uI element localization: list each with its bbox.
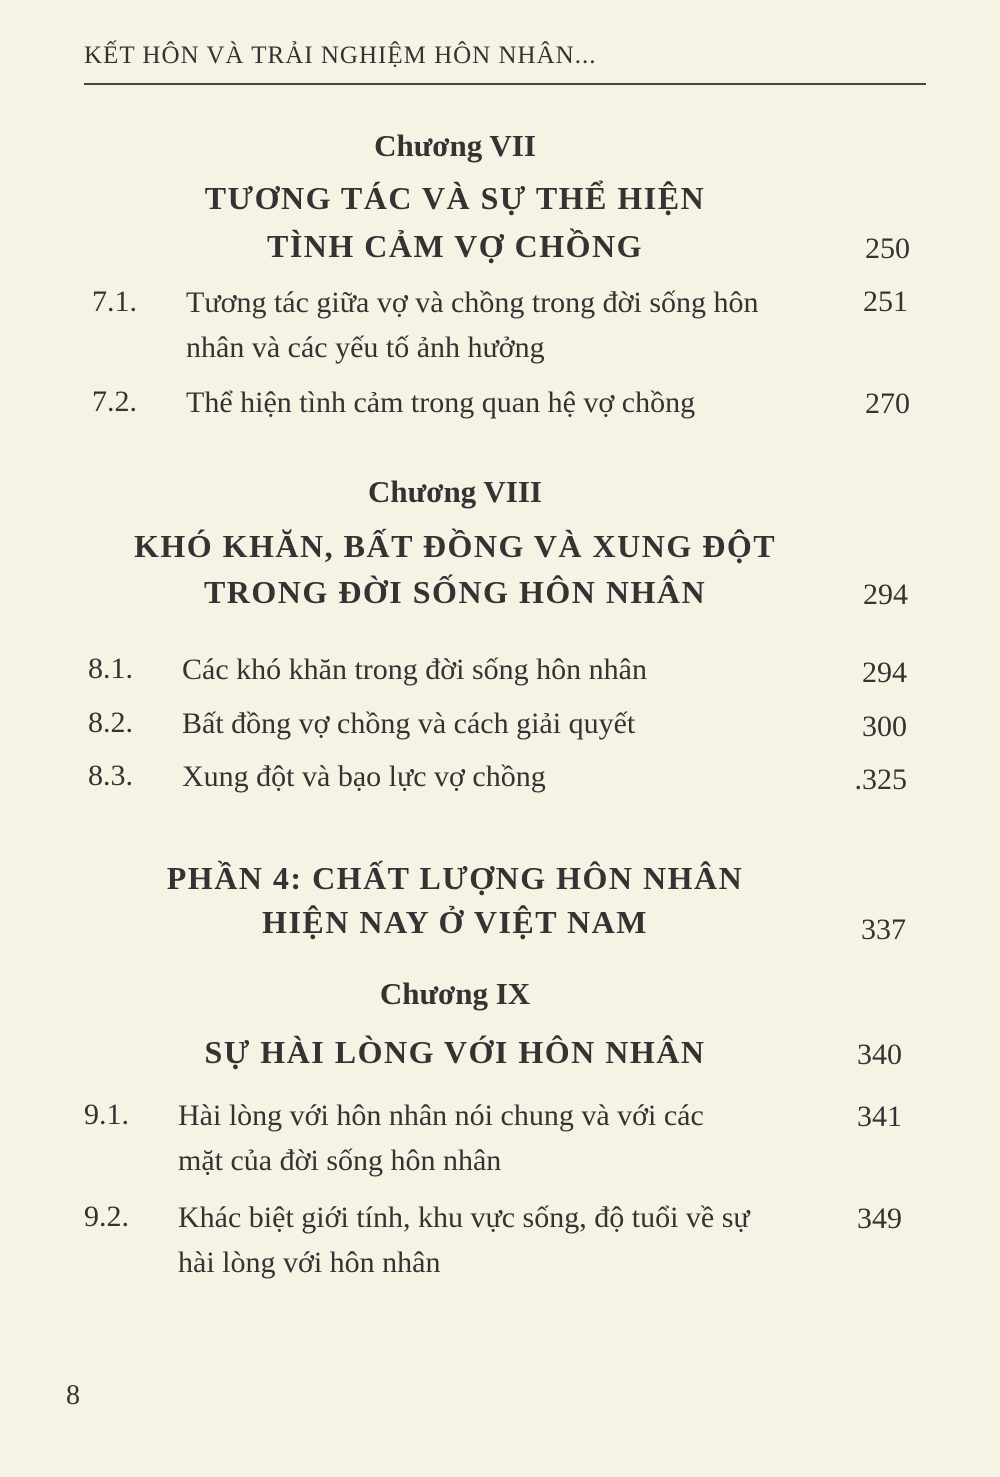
chapter-9-page: 340 [857,1038,902,1071]
chapter-8-label: Chương VIII [368,474,542,509]
toc-item-title-cont: nhân và các yếu tố ảnh hưởng [186,331,545,364]
toc-item-title: Các khó khăn trong đời sống hôn nhân [182,653,647,686]
toc-item-title-cont: mặt của đời sống hôn nhân [178,1144,502,1177]
toc-item-title: Hài lòng với hôn nhân nói chung và với các [178,1099,704,1132]
chapter-8-title-line1: KHÓ KHĂN, BẤT ĐỒNG VÀ XUNG ĐỘT [133,528,777,564]
toc-item-title: Bất đồng vợ chồng và cách giải quyết [182,707,636,740]
chapter-7-title-line1: TƯƠNG TÁC VÀ SỰ THỂ HIỆN [204,180,706,216]
toc-item-page: 300 [862,710,907,743]
toc-item-page: 341 [857,1100,902,1133]
chapter-7-page: 250 [865,232,910,265]
toc-item-title: Tương tác giữa vợ và chồng trong đời sống hôn [186,286,759,319]
toc-item-number: 8.1. [88,652,133,685]
header-rule [84,83,926,85]
toc-item-page: 349 [857,1202,902,1235]
chapter-8-title-line2: TRONG ĐỜI SỐNG HÔN NHÂN [203,574,707,610]
toc-item-number: 7.2. [92,385,137,418]
chapter-8-page: 294 [863,578,908,611]
chapter-9-title: SỰ HÀI LÒNG VỚI HÔN NHÂN [204,1034,706,1070]
toc-item-title: Khác biệt giới tính, khu vực sống, độ tuổi về sự [178,1201,750,1234]
part-4-title-line2: HIỆN NAY Ở VIỆT NAM [262,904,648,940]
toc-item-number: 8.2. [88,706,133,739]
toc-item-page: 294 [862,656,907,689]
chapter-7-label: Chương VII [374,128,536,163]
toc-item-page: 270 [865,387,910,420]
running-header: KẾT HÔN VÀ TRẢI NGHIỆM HÔN NHÂN... [84,42,597,69]
toc-item-number: 8.3. [88,759,133,792]
part-4-title-line1: PHẦN 4: CHẤT LƯỢNG HÔN NHÂN [166,860,744,896]
toc-item-number: 9.1. [84,1098,129,1131]
toc-item-title-cont: hài lòng với hôn nhân [178,1246,441,1279]
chapter-9-label: Chương IX [379,976,531,1011]
toc-item-title: Xung đột và bạo lực vợ chồng [182,760,546,793]
toc-item-number: 7.1. [92,285,137,318]
part-4-page: 337 [861,913,906,946]
toc-item-number: 9.2. [84,1200,129,1233]
toc-item-page: .325 [854,763,907,796]
toc-item-title: Thể hiện tình cảm trong quan hệ vợ chồng [186,386,696,419]
page-number: 8 [66,1380,80,1411]
chapter-7-title-line2: TÌNH CẢM VỢ CHỒNG [266,228,644,264]
toc-item-page: 251 [863,285,908,318]
